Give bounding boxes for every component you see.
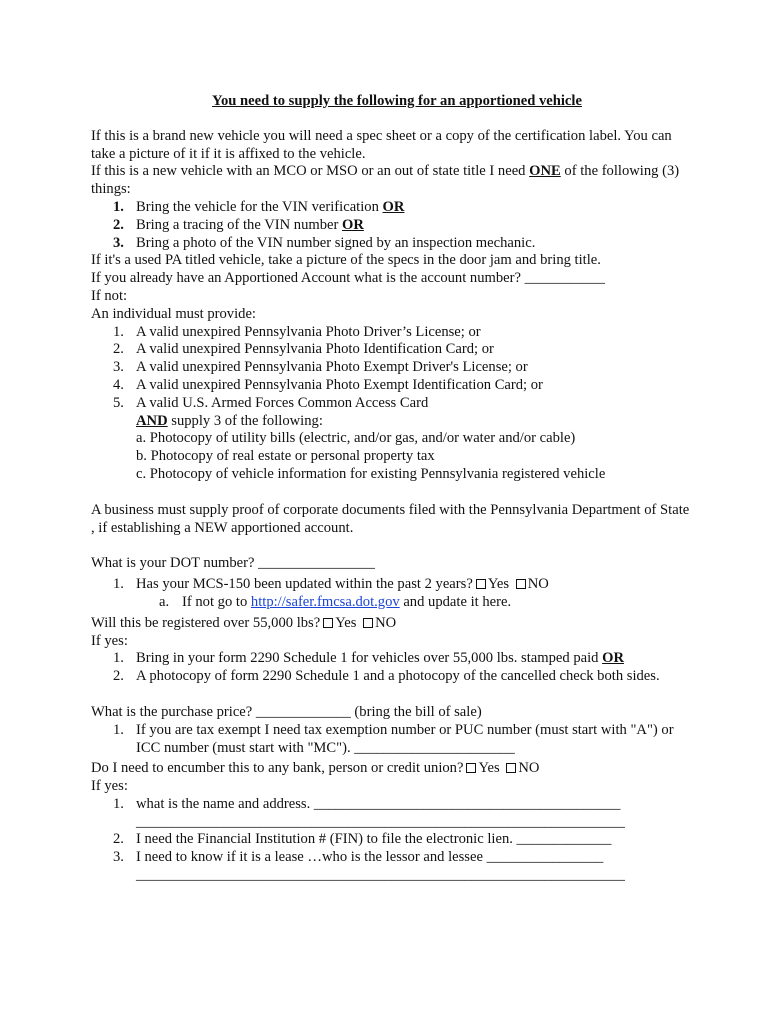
vin-options-list: [91, 199, 691, 252]
yes-checkbox[interactable]: [323, 618, 333, 628]
business-paragraph: A business must supply proof of corporate documents filed with the Pennsylvania Department of State , if establishing a NEW apportioned account.: [91, 501, 690, 536]
list-item: 1. what is the name and address. __________________________________________ ___________________________________________________________________: [113, 795, 625, 830]
list-item: 3. I need to know if it is a lease …who is the lessor and lessee ________________ ___________________________________________________________________: [113, 849, 625, 884]
list-item: 2. A valid unexpired Pennsylvania Photo Identification Card; or: [113, 341, 494, 358]
intro-paragraph-2: If this is a new vehicle with an MCO or MSO or an out of state title I need ONE of the following (3) things:: [91, 163, 680, 198]
purchase-price-question: What is the purchase price? _____________ (bring the bill of sale): [91, 703, 482, 720]
encumber-question: Do I need to encumber this to any bank, person or credit union? Yes NO: [91, 760, 540, 777]
mcs150-sub-item: a. If not go to http://safer.fmcsa.dot.gov and update it here.: [159, 593, 512, 610]
id-list: [91, 324, 691, 413]
account-number-question: If you already have an Apportioned Account what is the account number? ___________: [91, 270, 605, 287]
list-item: 4. A valid unexpired Pennsylvania Photo Exempt Identification Card; or: [113, 376, 543, 393]
no-checkbox[interactable]: [506, 763, 516, 773]
no-checkbox[interactable]: [516, 579, 526, 589]
list-item: 1. A valid unexpired Pennsylvania Photo Driver’s License; or: [113, 323, 481, 340]
form-2290-list: [91, 650, 691, 686]
supply-item-b: b. Photocopy of real estate or personal property tax: [136, 448, 435, 465]
if-yes-label: If yes:: [91, 632, 128, 649]
safer-fmcsa-link[interactable]: http://safer.fmcsa.dot.gov: [250, 593, 400, 610]
yes-checkbox[interactable]: [466, 763, 476, 773]
list-item: 3. A valid unexpired Pennsylvania Photo Exempt Driver's License; or: [113, 359, 528, 376]
one-emphasis: ONE: [529, 163, 561, 180]
tax-exempt-item: 1. If you are tax exempt I need tax exemption number or PUC number (must start with "A") or ICC number (must start with "MC"). ______________________: [113, 721, 674, 756]
no-checkbox[interactable]: [363, 618, 373, 628]
list-item: 5. A valid U.S. Armed Forces Common Access Card: [113, 394, 429, 411]
list-item: 1. Bring in your form 2290 Schedule 1 for vehicles over 55,000 lbs. stamped paid OR: [113, 650, 624, 667]
yes-checkbox[interactable]: [476, 579, 486, 589]
dot-number-question: What is your DOT number? ________________: [91, 555, 375, 572]
list-item: 2. I need the Financial Institution # (FIN) to file the electronic lien. _____________: [113, 831, 612, 848]
lien-list: [91, 796, 691, 885]
if-not-label: If not:: [91, 287, 128, 304]
intro-paragraph-1: If this is a brand new vehicle you will need a spec sheet or a copy of the certification label. You can take a picture of it if it is affixed to the vehicle.: [91, 127, 672, 162]
list-item: 1. Bring the vehicle for the VIN verification OR: [113, 198, 405, 215]
supply-item-c: c. Photocopy of vehicle information for existing Pennsylvania registered vehicle: [136, 465, 606, 482]
list-item: 2. Bring a tracing of the VIN number OR: [113, 216, 364, 233]
if-yes-label: If yes:: [91, 778, 128, 795]
mcs150-question: 1. Has your MCS-150 been updated within the past 2 years? Yes NO: [113, 576, 549, 593]
individual-label: An individual must provide:: [91, 305, 256, 322]
document-title: You need to supply the following for an apportioned vehicle: [212, 93, 582, 109]
document-page: [91, 93, 691, 885]
used-vehicle-paragraph: If it's a used PA titled vehicle, take a picture of the specs in the door jam and bring title.: [91, 252, 601, 269]
list-item: 3. Bring a photo of the VIN number signed by an inspection mechanic.: [113, 234, 536, 251]
supply-intro: AND supply 3 of the following:: [136, 412, 323, 429]
supply-item-a: a. Photocopy of utility bills (electric, and/or gas, and/or water and/or cable): [136, 430, 576, 447]
list-item: 2. A photocopy of form 2290 Schedule 1 and a photocopy of the cancelled check both sides.: [113, 668, 660, 685]
weight-question: Will this be registered over 55,000 lbs? Yes NO: [91, 614, 397, 631]
